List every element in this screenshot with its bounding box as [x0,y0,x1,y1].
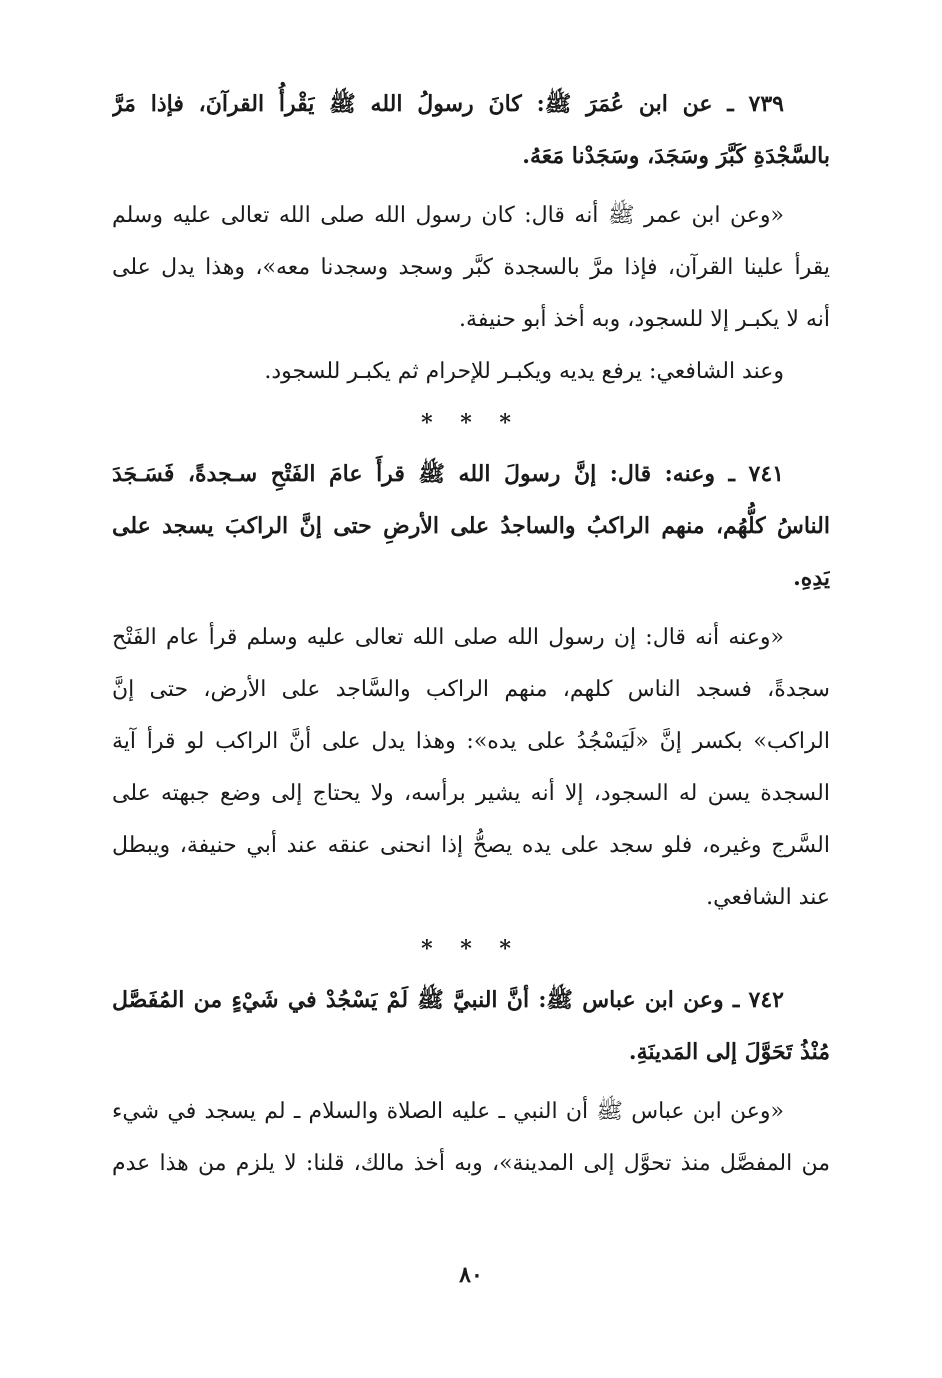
shafii-line: وعند الشافعي: يرفع يديه ويكبـر للإحرام ثم يكبـر للسجود. [264,359,784,384]
text-line: الناسُ كلُّهُم، منهم الراكبُ والساجدُ على الأرضِ حتى إنَّ الراكبَ يسجد على [112,513,830,539]
text-line: سجدةً، فسجد الناس كلهم، منهم الراكب والسَّاجد على الأرض، حتى إنَّ [112,677,830,702]
page-number: ٨٠ [459,1262,483,1288]
text-line: يقرأ علينا القرآن، فإذا مرَّ بالسجدة كبَّر وسجد وسجدنا معه»، وهذا يدل على [112,255,830,280]
text-line: ٧٤١ ـ وعنه: قال: إنَّ رسولَ الله ﷺ قرأَ عامَ الفَتْحِ سـجدةً، فَسَـجَدَ [112,461,784,487]
text-line: «وعن ابن عباس ﷺ أن النبي ـ عليه الصلاة والسلام ـ لم يسجد في شيء [112,1099,784,1124]
text-line: مُنْذُ تَحَوَّلَ إلى المَدينَةِ. [628,1039,830,1065]
text-line: بالسَّجْدَةِ كَبَّرَ وسَجَدَ، وسَجَدْنا مَعَهُ. [522,143,830,169]
text-line: «وعن ابن عمر ﷺ أنه قال: كان رسول الله صلى الله تعالى عليه وسلم [112,203,784,228]
commentary-741 [112,612,830,924]
text-line: «وعنه أنه قال: إن رسول الله صلى الله تعالى عليه وسلم قرأ عام الفَتْح [112,625,784,650]
text-line: من المفصَّل منذ تحوَّل إلى المدينة»، وبه أخذ مالك، قلنا: لا يلزم من هذا عدم [112,1151,830,1176]
text-line: ٧٤٢ ـ وعن ابن عباس ﷺ: أنَّ النبيَّ ﷺ لَمْ يَسْجُدْ في شَيْءٍ من المُفَصَّل [112,987,784,1013]
commentary-739 [112,190,830,398]
hadith-742 [112,974,830,1078]
page-body [112,78,830,1190]
text-line: أنه لا يكبـر إلا للسجود، وبه أخذ أبو حنيفة. [459,307,830,332]
text-line: السَّرج وغيره، فلو سجد على يده يصحُّ إذا انحنى عنقه عند أبي حنيفة، ويبطل [112,833,830,858]
text-line: السجدة يسن له السجود، إلا أنه يشير برأسه، ولا يحتاج إلى وضع جبهته على [112,781,830,806]
section-separator: * * * [421,936,521,962]
text-line: ٧٣٩ ـ عن ابن عُمَرَ ﷺ: كانَ رسولُ الله ﷺ يَقْرأُ القرآنَ، فإذا مَرَّ [112,91,784,117]
commentary-742 [112,1086,830,1190]
hadith-739 [112,78,830,182]
hadith-741 [112,448,830,604]
text-line: الراكب» بكسر إنَّ «لَيَسْجُدُ على يده»: وهذا يدل على أنَّ الراكب لو قرأ آية [112,729,830,754]
text-line: يَدِهِ. [793,565,830,591]
section-separator: * * * [421,410,521,436]
text-line: عند الشافعي. [706,885,830,910]
